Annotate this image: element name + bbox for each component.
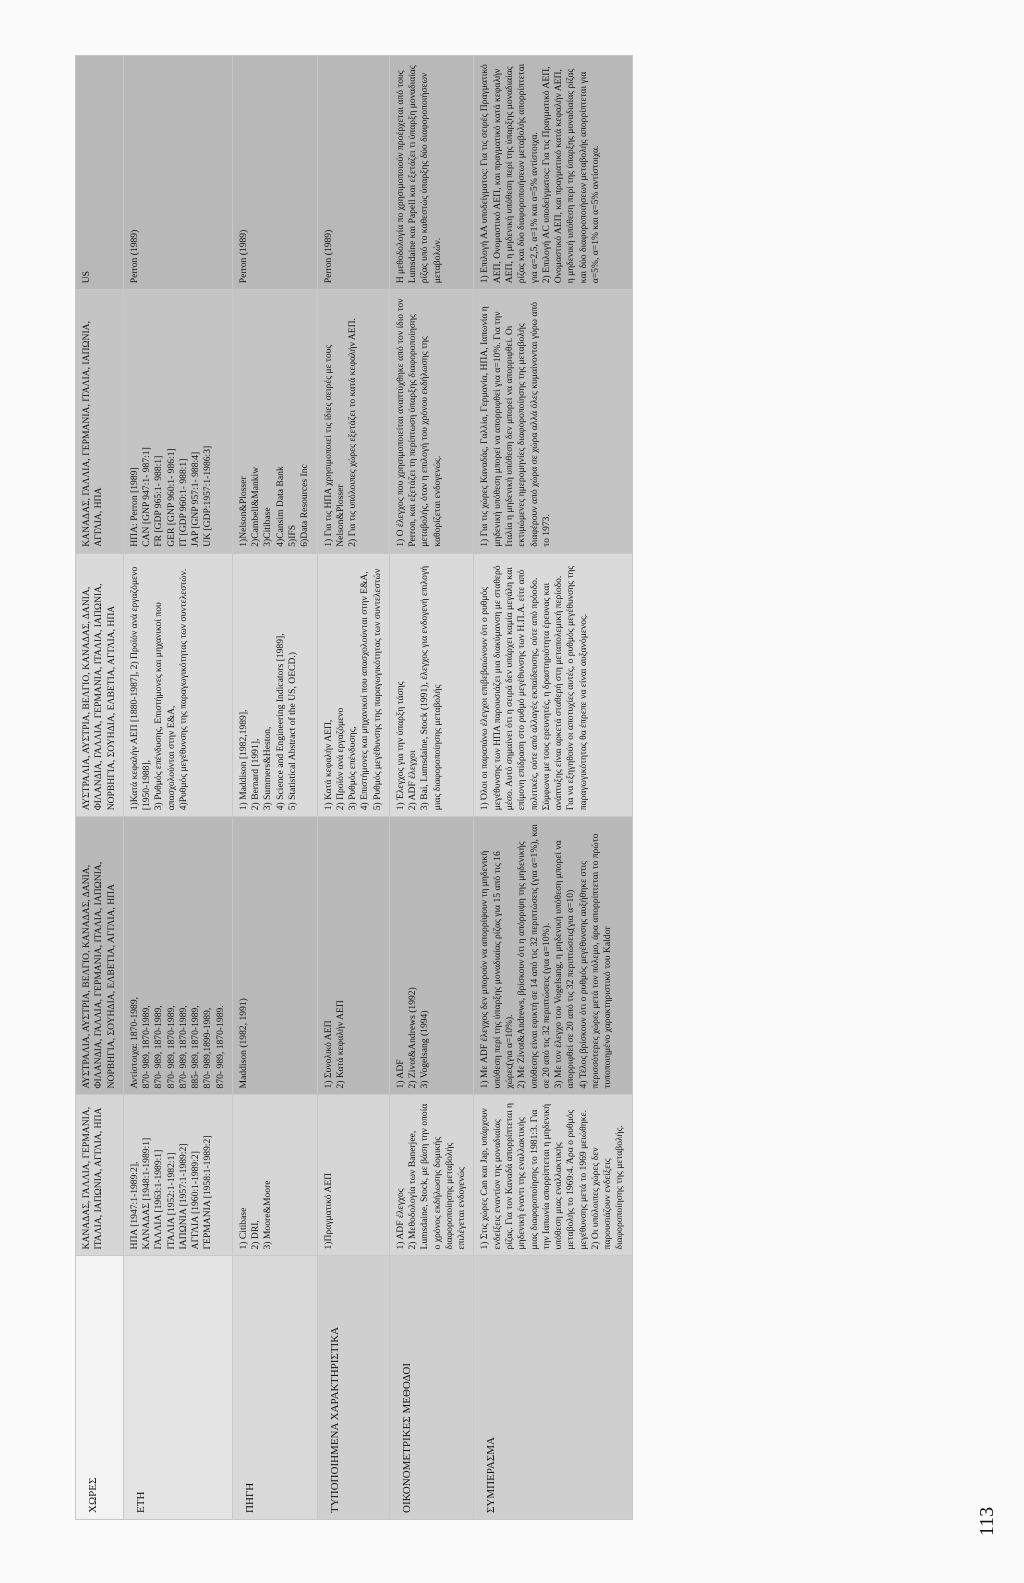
cell-line: 1) ADF (394, 1059, 406, 1089)
table-row (317, 56, 389, 1520)
cell-line: ΓΕΡΜΑΝΙΑ [1958:1-1989:2] (202, 1135, 214, 1250)
cell-line: 1)Nelson&Plosser (237, 476, 249, 547)
table-cell (317, 1095, 389, 1256)
cell-line: ΑΥΣΤΡΑΛΙΑ, ΑΥΣΤΡΙΑ, ΒΕΛΓΙΟ, ΚΑΝΑΔΑΣ, ΔΑΝΙΑ, ΦΙΛΑΝΔΙΑ, ΓΑΛΛΙΑ, ΓΕΡΜΑΝΙΑ, ΙΤΑΛΙΑ, ΙΑΠΩΝΙΑ, ΝΟΡΒΗΓΙΑ, ΣΟΥΗΔΙΑ, ΕΛΒΕΤΙΑ, ΑΓΓΛΙΑ, ΗΠΑ (81, 859, 117, 1089)
row-header: ΤΥΠΟΠΟΙΗΜΕΝΑ ΧΑΡΑΚΤΗΡΙΣΤΙΚΑ (317, 1256, 389, 1520)
cell-line: 5) Statistical Abstract of the US, OECD.) (286, 652, 298, 811)
cell-line: ΑΥΣΤΡΑΛΙΑ, ΑΥΣΤΡΙΑ, ΒΕΛΓΙΟ, ΚΑΝΑΔΑΣ, ΔΑΝΙΑ, ΦΙΛΑΝΔΙΑ, ΓΑΛΛΙΑ, ΓΕΡΜΑΝΙΑ, ΙΤΑΛΙΑ, ΙΑΠΩΝΙΑ, ΝΟΡΒΗΓΙΑ, ΣΟΥΗΔΙΑ, ΕΛΒΕΤΙΑ, ΑΓΓΛΙΑ, ΗΠΑ (81, 581, 117, 811)
cell-line: ΗΠΑ [1947:1-1989:2], (128, 1161, 140, 1250)
cell-line: 1) Citibase (237, 1207, 249, 1250)
cell-line: JAP [GNP 957:1- 988:4] (190, 451, 202, 547)
cell-line: 2) DRI, (250, 1220, 262, 1250)
cell-line: 5)IFS (286, 524, 298, 547)
table-cell (474, 817, 632, 1095)
table-cell (232, 56, 317, 290)
table-cell (474, 290, 632, 554)
table-cell (389, 1095, 474, 1256)
table-cell (76, 290, 124, 554)
cell-line: ΙΤΑΛΙΑ [1952:1-1982:1] (165, 1152, 177, 1250)
cell-line: 3) Με τον έλεγχο του Vogelsang, η μηδενική υπόθεση μπορεί να απορριφθεί σε 20 από τις 32 περιπτώσεις(για α=10) (553, 837, 577, 1089)
table-cell (123, 290, 232, 554)
table-row (232, 56, 317, 1520)
cell-line: Perron (1989) (128, 229, 140, 284)
cell-line: 1) Για τις ΗΠΑ χρησιμοποιεί τις ίδιες σειρές με τους Nelson&Plosser (322, 342, 346, 547)
cell-line: 2) Κατά κεφαλήν ΑΕΠ (334, 1000, 346, 1089)
cell-line: ΑΓΓΛΙΑ [1960:1-1989:2] (190, 1151, 202, 1250)
row-header: ΧΩΡΕΣ (76, 1256, 124, 1520)
cell-line: US (81, 271, 92, 284)
cell-line: IT [GDP 960:1- 988:1] (177, 458, 189, 547)
cell-line: Perron (1989) (237, 229, 249, 284)
cell-line: 4) Science and Engineering Indicators [1989], (274, 633, 286, 811)
cell-line: 3) Bai, Lumsdaine, Stock (1991), έλεγχος για ενδογενή επιλογή μιας διαφοροποίησης μεταβολής (419, 563, 443, 811)
table-row (123, 56, 232, 1520)
table-cell (76, 817, 124, 1095)
table-cell (76, 1095, 124, 1256)
table-cell (389, 290, 474, 554)
table-cell (389, 56, 474, 290)
cell-line: 3) Summers&Heston, (262, 726, 274, 811)
cell-line: 1) Για τις χώρες Καναδάς, Γαλλία, Γερμανία, ΗΠΑ, Ιαπωνία η μηδενική υπόθεση μπορεί να απορριφθεί για α=10%. Για την Ιταλία η μηδενική υπόθεση δεν μπορεί να απορριφθεί. Οι εκτιμώμενες ημερομηνίες διαφοροποίησης της μεταβολής διαφέρουν από χώρα σε χώρα αλλά όλες κυμαίνονται γύρω από το 1973. (479, 299, 552, 547)
cell-line: 3)Citibase (262, 507, 274, 547)
cell-line: 2) Zivot&Andrews (1992) (407, 987, 419, 1089)
cell-line: 1) ADF έλεγχος (394, 1188, 406, 1250)
table-cell (317, 553, 389, 817)
cell-line: CAN [GNP 947:1- 987:1] (141, 447, 153, 547)
cell-line: 1) Maddison [1982,1989], (237, 709, 249, 811)
cell-line: 1) Στις χώρες Can και Jap, υπάρχουν ενδείξεις εναντίον της μοναδιαίας ρίζας. Για τον Καναδά απορρίπτεται η μηδενική έναντι της εναλλακτικής μιας διαφοροποίησης το 1981:3. Για την Ιαπωνία απορρίπτεται η μηδενική υπόθεση μιας εναλλακτικής μεταβολής το 1969:4. Άρα ο ρυθμός μεγέθυνσης μετά το 1969 μειώθηκε. (479, 1100, 589, 1250)
table-cell (317, 817, 389, 1095)
table-cell (123, 56, 232, 290)
cell-line: 2) Για τις υπόλοιπες χώρες εξετάζει το κατά κεφαλήν ΑΕΠ. (347, 318, 359, 547)
cell-line: 870- 989, 1870-1989. (214, 1005, 226, 1089)
table-cell (389, 553, 474, 817)
cell-line: UK [GDP:1957:1-1986:3] (202, 445, 214, 547)
cell-line: 1) Κατά κεφαλήν ΑΕΠ, (322, 719, 334, 811)
cell-line: 1) Όλοι οι παραπάνω έλεγχοι επιβεβαιώνουν ότι ο ρυθμός μεγέθυνσης των ΗΠΑ παρουσιάζει μια διακύμανση με σταθερό μέσο. Αυτό σημαίνει ότι η σειρά δεν υπάρχει καμία μεγάλη και επίμονη επίδραση στο ρυθμό μεγέθυνσης των Η.Π.Α. είτε από πολιτικές, ούτε από αλλαγές εκπαίδευσης, ούτε από πρόοδο. Σύμφωνα με τους ερευνητές, η δραστηριότητα έρευνας και ανάπτυξης είναι αρκετά σταθερή στη μεταπολεμική περίοδο. (479, 563, 565, 811)
cell-line: Αντίστοιχα: 1870-1989, (128, 996, 140, 1089)
cell-line: ΙΑΠΩΝΙΑ [1957:1-1989:2] (177, 1143, 189, 1250)
table-row (76, 56, 124, 1520)
cell-line: 2) ADF έλεγχοι (407, 750, 419, 811)
row-header: ΕΤΗ (123, 1256, 232, 1520)
cell-line: 2) Με Zivot&Andrews, βρίσκουν ότι η απόρριψη της μηδενικής υπόθεσης είναι εφικτή σε 14 από τις 32 περιπτώσεις (για α=1%), και σε 20 από τις 32 περιπτώσεις (για α=10%). (516, 821, 552, 1089)
table-cell (232, 817, 317, 1095)
table-cell (123, 553, 232, 817)
cell-line: 870- 989, 1870-1989, (141, 1005, 153, 1089)
cell-line: Perron (1989) (322, 229, 334, 284)
table-cell (474, 553, 632, 817)
cell-line: Maddison (1982, 1991) (237, 998, 249, 1089)
cell-line: 1)Πραγματικό ΑΕΠ (322, 1172, 334, 1250)
cell-line: ΚΑΝΑΔΑΣ, ΓΑΛΛΙΑ, ΓΕΡΜΑΝΙΑ, ΙΤΑΛΙΑ, ΙΑΠΩΝΙΑ, ΑΓΓΛΙΑ, ΗΠΑ (81, 319, 105, 547)
cell-line: FR [GDP 965:1- 988:1] (153, 455, 165, 547)
cell-line: 2) Μεθοδολογία των Banerjee, Lumsdaine, Stock, με βάση την οποία ο χρόνος εκδήλωσης δομικής διαφοροποίησης μεταβολής επιλέγεται ενδογενώς (407, 1101, 468, 1250)
table-cell (232, 290, 317, 554)
cell-line: 4) Επιστήμονες και μηχανικοί που απασχολούνται στην Ε&Α, (359, 571, 371, 811)
table-cell (317, 290, 389, 554)
cell-line: 5) Ρυθμός μεγέθυνσης της παραγωγικότητας των συντελεστών (371, 568, 383, 811)
cell-line: 6)Data Resources Inc (299, 464, 311, 547)
cell-line: 2) Επιλογή AC υποδείγματος: Για τις Πραγματικό ΑΕΠ, Ονομαστικό ΑΕΠ, και πραγματικό κατά κεφαλήν ΑΕΠ, η μηδενική υπόθεση περί της ύπαρξης μοναδιαίας ρίζας και δύο διαφοροποιήσεων μεταβολής απορρίπτεται για α=5%, α=1% και α=5% αντίστοιχα. (540, 64, 601, 284)
cell-line: 870- 989,1899-1989, (202, 1007, 214, 1089)
table-cell (474, 1095, 632, 1256)
cell-line: 4) Τέλος βρίσκουν ότι ο ρυθμός μεγέθυνσης αυξήθηκε στις περισσότερες χώρες μετά τον πόλεμο, άρα απορρίπτεται το πρώτο τυποποιημένο χαρακτηριστικό του Kaldor (577, 831, 614, 1089)
cell-line: Για να εξηγηθούν οι αποτυχίες αυτές, ο ρυθμός μεγέθυνσης της παραγωγικότητας θα έπρεπε να είναι αυξανόμενος. (565, 563, 589, 811)
cell-line: 2) Οι υπόλοιπες χώρες δεν παρουσιάζουν ενδείξεις διαφοροποίησης της μεταβολής. (589, 1125, 626, 1250)
cell-line: 2) Προϊόν ανά εργαζόμενο (334, 707, 346, 811)
table-row (474, 56, 632, 1520)
table-cell (76, 56, 124, 290)
table-row (389, 56, 474, 1520)
page-number: 113 (975, 1506, 998, 1537)
cell-line: 3) Ρυθμός επένδυσης, (347, 726, 359, 811)
cell-line: 1) Ο έλεγχος που χρησιμοποιείται αναπτύχθηκε από τον ίδιο τον Perron, και εξετάζει τη περίπτωση ύπαρξης διαφοροποίησης μεταβολής, όταν η επιλογή του χρόνου εκδήλωσης της καθορίζεται ενδογενώς. (394, 296, 443, 547)
cell-line: 4)Ρυθμός μεγέθυνσης της παραγωγικότητας των συντελεστών. (177, 568, 189, 811)
cell-line: ΚΑΝΑΔΑΣ [1948:1-1989:1] (141, 1137, 153, 1250)
cell-line: 2) Bernard [1991], (250, 738, 262, 811)
cell-line: 3) Moore&Moore (262, 1180, 274, 1250)
table-cell (76, 553, 124, 817)
table-cell (474, 56, 632, 290)
cell-line: 1) Έλεγχος για την ύπαρξη τάσης (394, 681, 406, 811)
table-cell (389, 817, 474, 1095)
table-cell (317, 56, 389, 290)
cell-line: 1) Επιλογή ΑΑ υποδείγματος: Για τις σειρές Πραγματικό ΑΕΠ, Ονομαστικό ΑΕΠ, και πραγματικό κατά κεφαλήν ΑΕΠ, η μηδενική υπόθεση περί της ύπαρξης μοναδιαίας ρίζας και δύο διαφοροποιήσεων μεταβολής απορρίπτεται για α=2,5, α=1% και α=5% αντίστοιχα. (479, 61, 540, 284)
cell-line: ΓΑΛΛΙΑ [1963:1-1989:1] (153, 1149, 165, 1250)
cell-line: 4)Cansim Data Bank (274, 466, 286, 547)
cell-line: 885- 989, 1870-1989, (190, 1005, 202, 1089)
rotated-table-container (75, 55, 626, 1520)
cell-line: 1) Με ADF έλεγχος δεν μπορούν να απορρίψουν τη μηδενική υπόθεση περί της ύπαρξης μοναδιαίας ρίζας για 15 από τις 16 χώρες(για α=10%). (479, 848, 515, 1089)
cell-line: 3) Ρυθμός επένδυσης, Επιστήμονες και μηχανικοί που απασχολούνται στην Ε&Α, (153, 599, 177, 811)
table-cell (232, 553, 317, 817)
cell-line: 870- 989, 1870-1989, (165, 1005, 177, 1089)
row-header: ΠΗΓΗ (232, 1256, 317, 1520)
cell-line: 2)Cambell&Mankiw (250, 466, 262, 547)
comparison-table (75, 55, 633, 1520)
cell-line: ΗΠΑ: Perron [1989] (128, 467, 140, 547)
row-header: ΟΙΚΟΝΟΜΕΤΡΙΚΕΣ ΜΕΘΟΔΟΙ (389, 1256, 474, 1520)
cell-line: 870- 989, 1870-1989, (177, 1005, 189, 1089)
cell-line: 870- 989, 1870-1989, (153, 1005, 165, 1089)
table-cell (232, 1095, 317, 1256)
cell-line: GER [GNP 960:1- 986:1] (165, 448, 177, 547)
cell-line: 1)Κατά κεφαλήν ΑΕΠ [1880-1987], 2) Προϊόν ανά εργαζόμενο [1950-1988], (128, 564, 153, 811)
row-header: ΣΥΜΠΕΡΑΣΜΑ (474, 1256, 632, 1520)
cell-line: Η μεθοδολογία πο χρησιμοποιούν προέρχεται από τους Lumsdaine και Papell και εξετάζει τι ύπαρξη μοναδιαίας ρίζας υπό το καθεστώς ύπαρξης δύο διαφοροποιήσεων μεταβολών. (394, 62, 443, 284)
cell-line: 3) Vogelsang (1994) (419, 1010, 431, 1089)
table-cell (123, 817, 232, 1095)
cell-line: ΚΑΝΑΔΑΣ, ΓΑΛΛΙΑ, ΓΕΡΜΑΝΙΑ, ΙΤΑΛΙΑ, ΙΑΠΩΝΙΑ, ΑΓΓΛΙΑ, ΗΠΑ (81, 1104, 105, 1250)
cell-line: 1) Συνολικό ΑΕΠ (322, 1020, 334, 1089)
table-cell (123, 1095, 232, 1256)
